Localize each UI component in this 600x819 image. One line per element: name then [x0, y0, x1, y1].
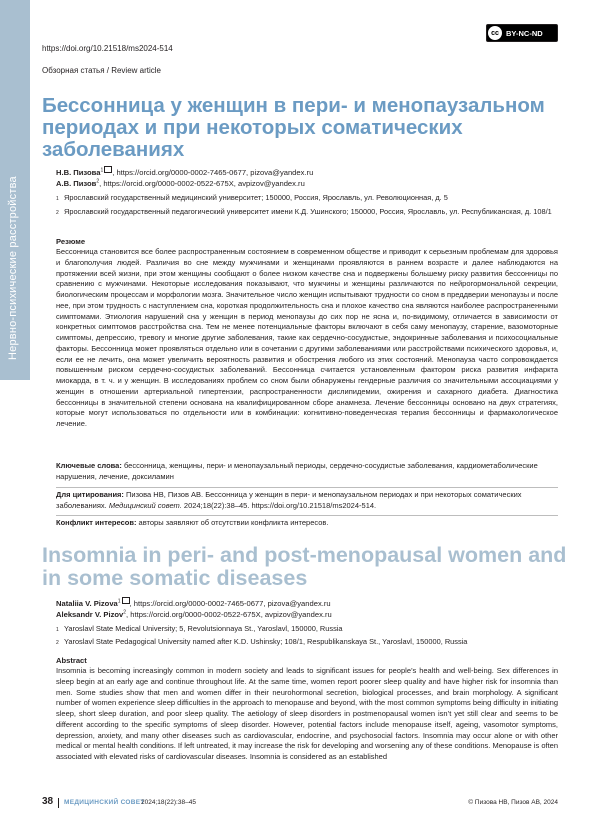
- page-footer: [0, 795, 600, 813]
- abstract-text: Бессонница становится все более распространенным состоянием в современном обществе и приводит к серьезным проблемам для здоровья и благополучия людей. Различия во сне между мужчинами и женщинами проявляются в раннем возрасте и далее наблюдаются на протяжении всей жизни, при этом женщины сообщают о более низком качестве сна и подвержены большему риску развития бессонницы по сравнению с мужчинами. Некоторые исследования показывают, что мужчины и женщины различаются по нейрогормональной секреции, биологическим процессам и морфологии мозга. Значительное число женщин испытывают трудности со сном в преддверии менопаузы и после нее, при этом трудность с наступлением сна, короткая продолжительность сна и плохое качество сна являются наиболее распространенными симптомами. Этиология нарушений сна у женщин в период менопаузы до сих пор не ясна и, по-видимому, отличается в зависимости от конкретных симптомов расстройства сна. Тем не менее потенциальные факторы включают в себя саму менопаузу, старение, вазомоторные симптомы, депрессию, тревогу и многие другие заболевания, такие как сердечно-сосудистые, эндокринные заболевания и психосоциальные факторы. Бессонница может проявляться отдельно или в сочетании с другими заболеваниями или расстройствами психического здоровья, и, если ее не лечить, она может увеличить вероятность развития и обострения любого из этих состояний. Менопауза часто сопровождается повышенным риском сердечно-сосудистых заболеваний. Бессонница считается установленным фактором риска развития инфаркта миокарда, в т. ч. и у женщин. В исследованиях проблем со сном были обнаружены гендерные различия со значительными ассоциациями у женщин в отношении артериальной гипертензии, распространенности дислипидемии, ожирения и сахарного диабета. Диагностика бессонницы в значительной степени основана на квалифицированном сборе анамнеза. Лечение бессонницы основано на двух стратегиях, которые могут использоваться по отдельности или в комбинации: когнитивно-поведенческая терапия бессонницы и фармакологическое лечение.: [56, 247, 558, 428]
- authors-english: [56, 597, 558, 648]
- affiliation-text: Yaroslavl State Pedagogical University named after K.D. Ushinsky; 108/1, Respublikanskaya St., Yaroslavl, 150000, Russia: [64, 636, 468, 646]
- affiliation-number: 2: [56, 209, 59, 216]
- author-name: А.В. Пизов: [56, 179, 97, 188]
- keywords-text: бессонница, женщины, пери- и менопаузальный периоды, сердечно-сосудистые заболевания, кардиометаболические нарушения, лечение, доксиламин: [56, 461, 538, 481]
- abstract-heading: Abstract: [56, 656, 87, 665]
- email-icon: [122, 597, 130, 604]
- conflict-text: авторы заявляют об отсутствии конфликта интересов.: [136, 518, 329, 527]
- author-line: [56, 166, 558, 178]
- copyright: © Пизова НВ, Пизов АВ, 2024: [468, 799, 558, 806]
- author-name: Nataliia V. Pizova: [56, 599, 118, 608]
- affiliation-marker: 2: [123, 609, 127, 616]
- abstract-heading: Резюме: [56, 237, 86, 246]
- author-contact[interactable]: , https://orcid.org/0000-0002-7465-0677, pizova@yandex.ru: [112, 168, 314, 177]
- affiliation: [56, 624, 558, 636]
- title-english: Insomnia in peri- and post-menopausal women and in some somatic diseases: [42, 543, 567, 590]
- section-label: Нервно-психические расстройства: [7, 176, 19, 360]
- title-russian: Бессонница у женщин в пери- и менопаузальном периодах и при некоторых соматических заболеваниях: [42, 94, 545, 161]
- citation-label: Для цитирования:: [56, 490, 124, 499]
- author-name: Н.В. Пизова: [56, 168, 101, 177]
- divider: [56, 515, 558, 516]
- footer-separator: [58, 798, 59, 808]
- citation-doi[interactable]: 2024;18(22):38–45. https://doi.org/10.21518/ms2024-514.: [181, 500, 377, 510]
- keywords-label: Ключевые слова:: [56, 461, 122, 470]
- affiliation-number: 1: [56, 627, 59, 633]
- author-line: [56, 597, 558, 609]
- author-contact[interactable]: , https://orcid.org/0000-0002-0522-675X, avpizov@yandex.ru: [126, 610, 332, 619]
- abstract-text: Insomnia is becoming increasingly common in modern society and leads to significant issues for people’s health and well-being. Sex differences in sleep begin at an early age and continue throughout life. At the same time, women report poorer sleep quality and have higher risk for insomnia than men. Some studies show that men and women differ in their neurohormonal secretion, biological processes, and brain morphology. A significant number of women experience sleep difficulties in the approach to menopause and beyond, with the most common symptoms being difficulty in initiating sleep, short sleep duration, and poor sleep quality. The aetiology of sleep disorders in postmenopausal women isn’t yet still clear and seems to be different according to the specific symptoms of sleep disorder. However, potential factors include menopause itself, ageing, vasomotor symptoms, depression, anxiety, and many other diseases such as cardiovascular, endocrine, and psychosocial factors. Insomnia may occur alone or with other medical or mental health conditions. If left untreated, it may increase the risk for developing and worsening any of these conditions. Menopause is often associated with elevated risks of cardiovascular diseases. Insomnia is considered as an established: [56, 666, 558, 761]
- affiliation: [56, 207, 558, 219]
- license-label: BY-NC-ND: [506, 28, 543, 38]
- affiliation: [56, 193, 558, 205]
- abstract-russian: [56, 236, 558, 430]
- affiliation-marker: 2: [96, 178, 100, 185]
- author-contact[interactable]: , https://orcid.org/0000-0002-7465-0677, pizova@yandex.ru: [129, 599, 331, 608]
- affiliation-number: 2: [56, 639, 59, 646]
- author-line: [56, 609, 558, 620]
- header-doi-link[interactable]: https://doi.org/10.21518/ms2024-514: [42, 44, 173, 53]
- citation-text: Пизова НВ, Пизов АВ. Бессонница у женщин в пери- и менопаузальном периодах и при некоторых соматических заболеваниях.: [56, 490, 522, 510]
- affiliation-number: 1: [56, 196, 59, 202]
- affiliation-text: Ярославский государственный педагогический университет имени К.Д. Ушинского; 150000, Россия, Ярославль, ул. Республиканская, д. 108/1: [64, 206, 552, 216]
- creative-commons-icon: cc: [488, 26, 502, 40]
- affiliation-marker: 1: [117, 598, 121, 605]
- license-badge[interactable]: [486, 24, 558, 42]
- abstract-english: [56, 655, 558, 763]
- citation-block: [56, 490, 558, 512]
- divider: [56, 487, 558, 488]
- affiliation: [56, 637, 558, 649]
- conflict-label: Конфликт интересов:: [56, 518, 137, 527]
- affiliation-text: Yaroslavl State Medical University; 5, Revolutsionnaya St., Yaroslavl, 150000, Russia: [64, 624, 343, 633]
- citation-journal: Медицинский совет.: [108, 500, 182, 510]
- keywords-russian: [56, 461, 558, 483]
- section-side-bar: [0, 0, 30, 380]
- author-name: Aleksandr V. Pizov: [56, 610, 124, 619]
- issue-info: 2024;18(22):38–45: [141, 799, 196, 806]
- page-number: 38: [42, 796, 54, 807]
- affiliation-marker: 1: [100, 167, 104, 174]
- article-type: Обзорная статья / Review article: [42, 66, 161, 75]
- author-contact[interactable]: , https://orcid.org/0000-0002-0522-675X, avpizov@yandex.ru: [99, 179, 305, 188]
- authors-russian: [56, 166, 558, 218]
- conflict-block: [56, 518, 558, 529]
- affiliation-text: Ярославский государственный медицинский университет; 150000, Россия, Ярославль, ул. Революционная, д. 5: [64, 193, 448, 202]
- author-line: [56, 178, 558, 189]
- journal-name: МЕДИЦИНСКИЙ СОВЕТ: [64, 799, 145, 806]
